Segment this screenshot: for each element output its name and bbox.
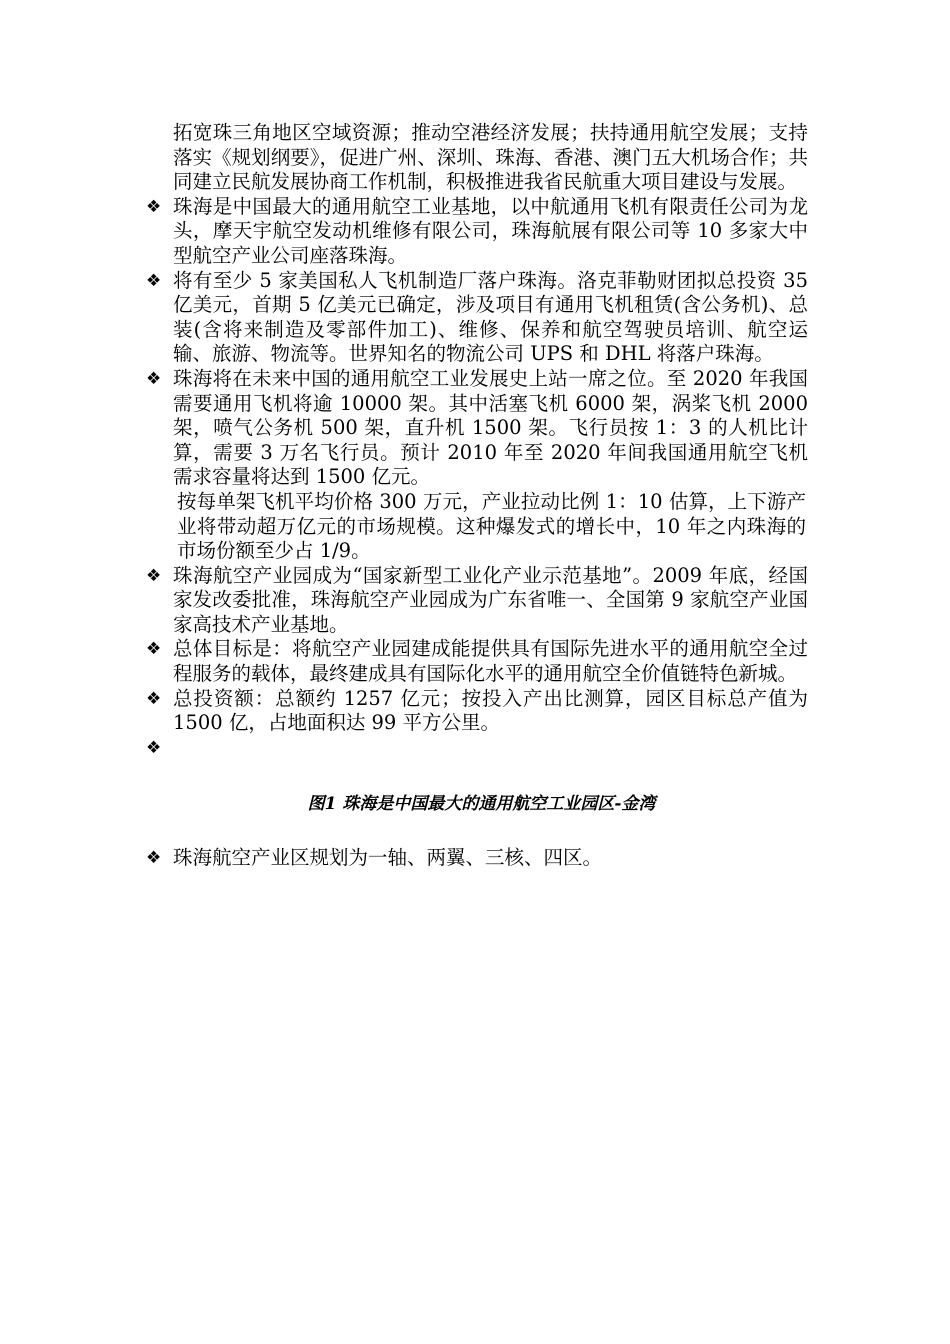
bullet-text: 珠海是中国最大的通用航空工业基地，以中航通用飞机有限责任公司为龙头，摩天宇航空发动机维修有限公司，珠海航展有限公司等 10 多家大中型航空产业公司座落珠海。 xyxy=(173,194,808,267)
diamond-bullet-icon: ❖ xyxy=(146,737,162,758)
diamond-bullet-icon: ❖ xyxy=(146,639,162,660)
diamond-bullet-icon: ❖ xyxy=(146,270,162,291)
diamond-bullet-icon: ❖ xyxy=(146,565,162,586)
bullet-item-us-manufacturers xyxy=(143,269,808,367)
paragraph-market-scale: 按每单架飞机平均价格 300 万元，产业拉动比例 1：10 估算，上下游产业将带动超万亿元的市场规模。这种爆发式的增长中，10 年之内珠海的市场份额至少占 1/9。 xyxy=(177,489,806,563)
bullet-item-demand-forecast xyxy=(143,367,808,490)
figure-caption: 图1 珠海是中国最大的通用航空工业园区-金湾 xyxy=(307,794,656,815)
bullet-item-overall-goal xyxy=(143,637,808,686)
bullet-item-aviation-base xyxy=(143,195,808,269)
diamond-bullet-icon: ❖ xyxy=(146,368,162,389)
diamond-bullet-icon: ❖ xyxy=(146,848,162,869)
bullet-item-industrial-base xyxy=(143,564,808,638)
bullet-text: 珠海将在未来中国的通用航空工业发展史上站一席之位。至 2020 年我国需要通用飞机将逾 10000 架。其中活塞飞机 6000 架，涡桨飞机 2000 架，喷气公务机 500 架，直升机 1500 架。飞行员按 1：3 的人机比计算，需要 3 万名飞行员。预计 2010 年至 2020 年间我国通用航空飞机需求容量将达到 1500 亿元。 xyxy=(173,366,808,489)
paragraph-continuation: 拓宽珠三角地区空域资源；推动空港经济发展；扶持通用航空发展；支持落实《规划纲要》，促进广州、深圳、珠海、香港、澳门五大机场合作；共同建立民航发展协商工作机制，积极推进我省民航重大项目建设与发展。 xyxy=(173,121,808,194)
diamond-bullet-icon: ❖ xyxy=(146,688,162,709)
bullet-text: 将有至少 5 家美国私人飞机制造厂落户珠海。洛克菲勒财团拟总投资 35 亿美元，首期 5 亿美元已确定，涉及项目有通用飞机租赁(含公务机)、总装(含将来制造及零部件加工)、维修、保养和航空驾驶员培训、航空运输、旅游、物流等。世界知名的物流公司 UPS 和 DHL 将落户珠海。 xyxy=(173,268,808,366)
bullet-text: 总体目标是：将航空产业园建成能提供具有国际先进水平的通用航空全过程服务的载体，最终建成具有国际化水平的通用航空全价值链特色新城。 xyxy=(173,637,808,686)
bullet-item-empty xyxy=(143,736,808,761)
bullet-text: 珠海航空产业园成为“国家新型工业化产业示范基地”。2009 年底，经国家发改委批准，珠海航空产业园成为广东省唯一、全国第 9 家航空产业国家高技术产业基地。 xyxy=(173,563,808,636)
bullet-text: 珠海航空产业区规划为一轴、两翼、三核、四区。 xyxy=(173,846,603,870)
bullet-item-total-investment xyxy=(143,687,808,736)
bullet-item-planning-layout xyxy=(143,846,808,871)
bullet-text: 总投资额：总额约 1257 亿元；按投入产出比测算，园区目标总产值为 1500 亿，占地面积达 99 平方公里。 xyxy=(173,686,808,735)
document-body xyxy=(143,121,808,871)
diamond-bullet-icon: ❖ xyxy=(146,196,162,217)
